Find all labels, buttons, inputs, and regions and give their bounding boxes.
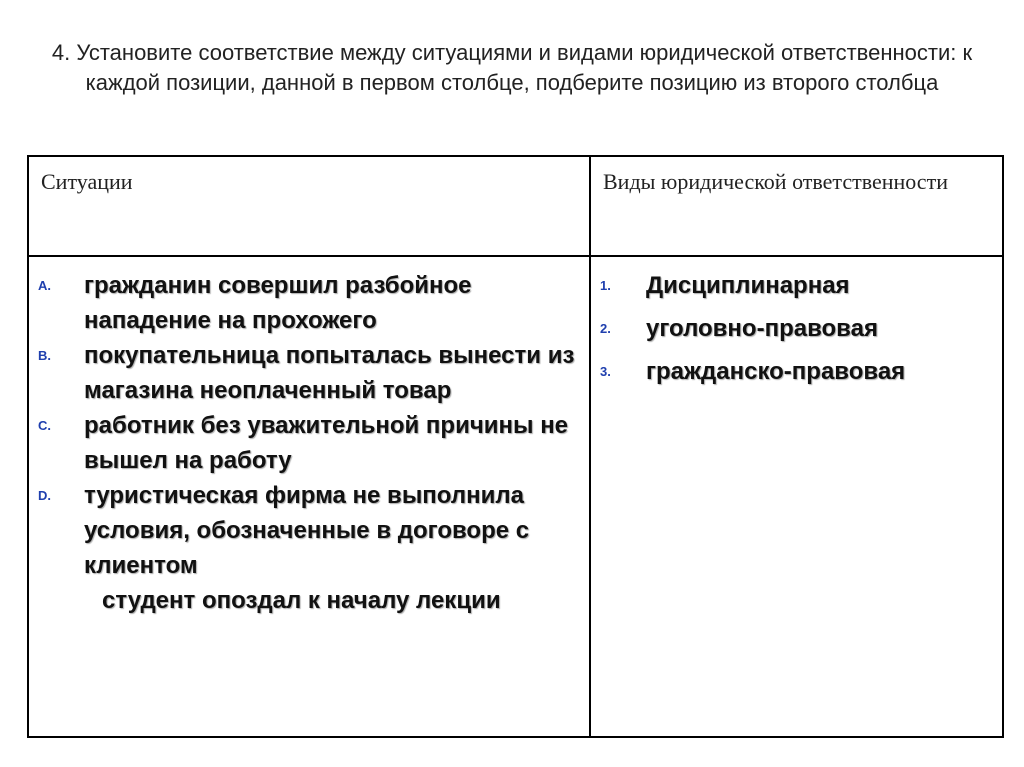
- list-item: [38, 478, 588, 583]
- matching-table: [27, 155, 1004, 738]
- types-cell: [590, 256, 1003, 737]
- situation-text: туристическая фирма не выполнила условия, обозначенные в договоре с клиентом: [84, 482, 530, 579]
- header-situations: Ситуации: [28, 156, 590, 256]
- list-marker: D.: [38, 488, 51, 503]
- list-item: [600, 354, 1001, 389]
- situation-text: работник без уважительной причины не вышел на работу: [84, 412, 569, 474]
- situation-text: покупательница попыталась вынести из магазина неоплаченный товар: [84, 342, 575, 404]
- situation-text: гражданин совершил разбойное нападение на прохожего: [84, 272, 472, 334]
- slide-title: 4. Установите соответствие между ситуациями и видами юридической ответственности: к каждой позиции, данной в первом столбце, подберите позицию из второго столбца: [51, 40, 973, 95]
- list-marker: B.: [38, 348, 51, 363]
- list-marker: 3.: [600, 364, 611, 379]
- situations-cell: [28, 256, 590, 737]
- type-text: гражданско-правовая: [646, 358, 906, 385]
- list-item: [38, 338, 588, 408]
- list-item: [600, 311, 1001, 346]
- type-text: Дисциплинарная: [646, 272, 850, 299]
- list-item: [38, 268, 588, 338]
- extra-situation: студент опоздал к началу лекции: [102, 587, 501, 614]
- type-text: уголовно-правовая: [646, 315, 878, 342]
- list-marker: 1.: [600, 278, 611, 293]
- list-marker: 2.: [600, 321, 611, 336]
- header-types: Виды юридической ответственности: [590, 156, 1003, 256]
- list-item: [600, 268, 1001, 303]
- list-marker: A.: [38, 278, 51, 293]
- list-item: [38, 408, 588, 478]
- list-marker: C.: [38, 418, 51, 433]
